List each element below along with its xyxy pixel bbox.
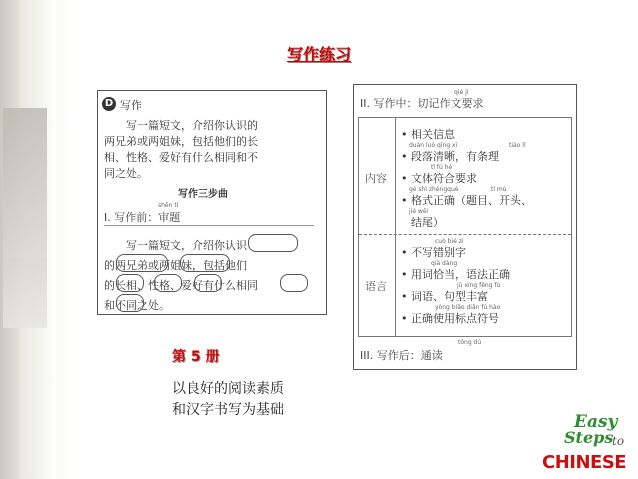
content-ruby: tǐ fú hé: [431, 164, 453, 171]
prompt-line-3: 相、性格、爱好有什么相同和不: [104, 151, 258, 164]
footer-ruby: tōng dú: [458, 339, 482, 346]
prompt-line-4: 同之处。: [104, 167, 148, 180]
content-ruby: gé shì zhèngquè: [409, 186, 459, 193]
content-item-cont: 结尾）: [411, 216, 444, 229]
content-item: • 文体符合要求: [401, 172, 477, 185]
section-badge: D: [102, 97, 116, 111]
step1-line-1: 写一篇短文，介绍你认识: [126, 239, 247, 252]
circle-mark: [248, 234, 298, 252]
circle-mark: [154, 274, 182, 292]
step1-line-3: 的长相、性格、爱好有什么相同: [104, 279, 258, 292]
language-ruby: cuò bié zì: [435, 238, 464, 245]
textbook-scan-right: [353, 84, 577, 370]
circle-mark: [180, 254, 230, 272]
language-item: • 词语、句型丰富: [401, 290, 488, 303]
table-row-divider: [359, 234, 571, 235]
prompt-line-1: 写一篇短文，介绍你认识的: [126, 119, 258, 132]
description-line-2: 和汉字书写为基础: [172, 402, 284, 418]
textbook-scan-left: [97, 90, 327, 315]
header-ruby: qiè jì: [454, 89, 469, 96]
volume-description: [172, 379, 284, 421]
requirements-table: [358, 117, 572, 337]
language-ruby: jù xíng fēng fù: [457, 282, 501, 289]
step3-footer: III. 写作后：通读: [360, 349, 443, 362]
left-decor-block: [3, 108, 47, 258]
slide-title: 写作练习: [286, 45, 351, 64]
table-col-divider: [395, 118, 396, 336]
logo-word-steps: Steps: [564, 428, 614, 447]
language-item: • 正确使用标点符号: [401, 312, 499, 325]
circle-mark: [280, 274, 308, 292]
logo-word-to: to: [612, 434, 625, 448]
step1-label: I. 写作前：审题: [104, 211, 181, 224]
step2-header: II. 写作中：切记作文要求: [360, 97, 484, 110]
content-item: • 相关信息: [401, 128, 455, 141]
content-ruby: tiáo lǐ: [509, 142, 526, 149]
circle-mark: [194, 274, 222, 292]
circle-mark: [116, 294, 144, 312]
language-label: 语言: [365, 280, 387, 293]
language-ruby: qià dàng: [431, 260, 458, 267]
step1-divider: [104, 225, 314, 226]
description-line-1: 以良好的阅读素质: [172, 381, 284, 397]
step1-line-4: 和不同之处。: [104, 299, 170, 312]
language-ruby: yòng biāo diǎn fú hào: [435, 304, 501, 311]
circle-mark: [116, 254, 168, 272]
circle-mark: [116, 274, 144, 292]
logo-word-chinese: CHINESE: [542, 452, 627, 473]
content-ruby: tí mù: [491, 186, 507, 193]
language-item: • 不写错别字: [401, 246, 466, 259]
left-decor-fade: [56, 0, 74, 479]
step1-ruby: shěn tí: [158, 202, 179, 209]
content-item: • 格式正确（题目、开头、: [401, 194, 532, 207]
easy-steps-logo: [538, 412, 634, 478]
content-item: • 段落清晰，有条理: [401, 150, 499, 163]
volume-label: 第 5 册: [172, 349, 220, 365]
content-ruby: duàn luò qīng xī: [409, 142, 458, 149]
logo-word-easy: Easy: [574, 412, 618, 432]
prompt-line-2: 两兄弟或两姐妹，包括他们的长: [104, 135, 258, 148]
content-ruby: jié wěi: [409, 208, 429, 215]
section-heading: 写作: [120, 99, 142, 112]
left-decor-block-lower: [3, 258, 47, 328]
subheading: 写作三步曲: [178, 189, 228, 200]
language-item: • 用词恰当，语法正确: [401, 268, 510, 281]
step1-line-2: 的两兄弟或两姐妹，包括他们: [104, 259, 247, 272]
content-label: 内容: [365, 172, 387, 185]
